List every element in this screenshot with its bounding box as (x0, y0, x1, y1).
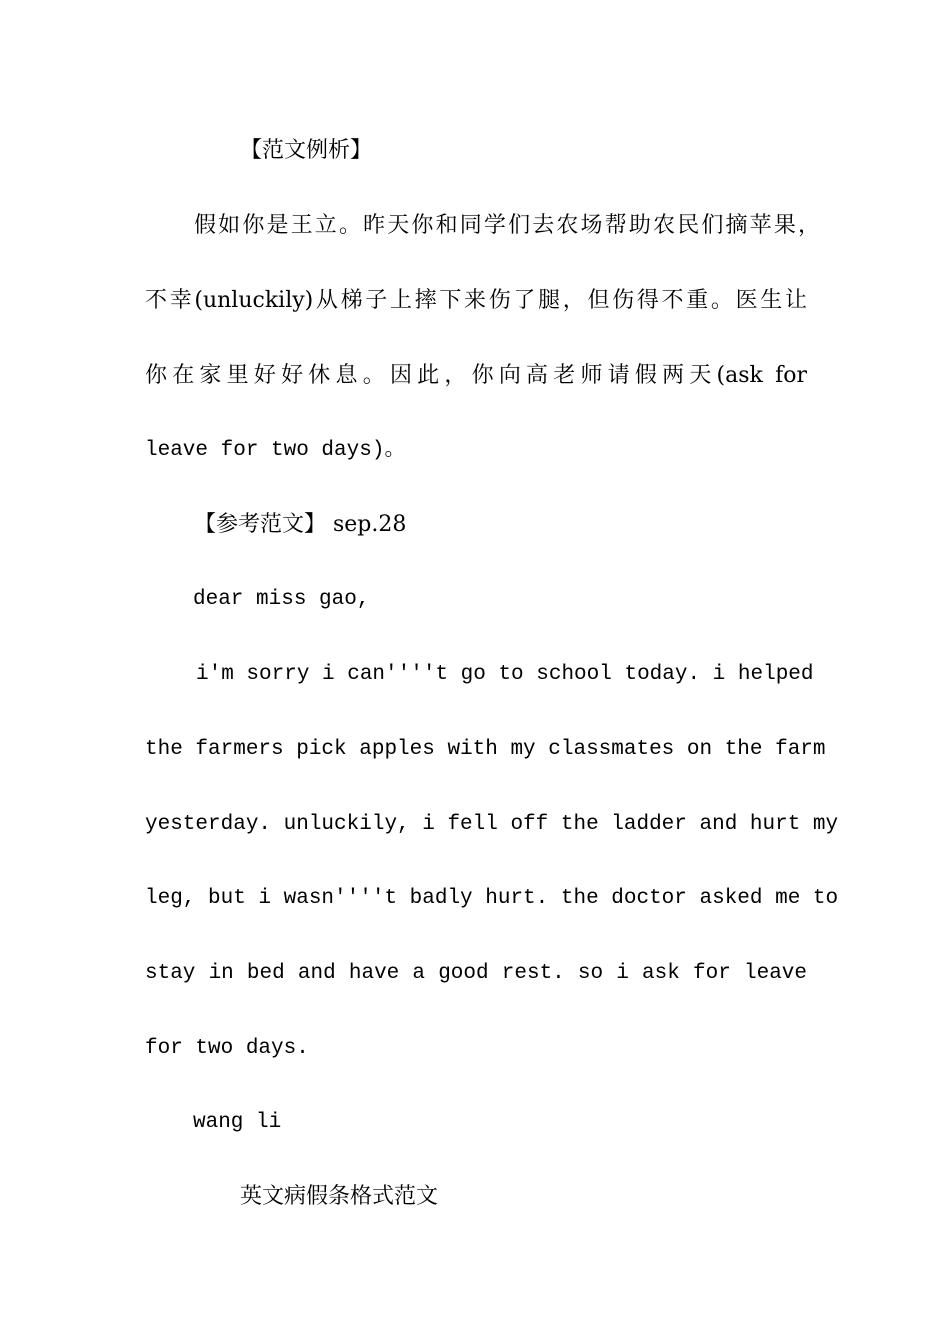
footer-title: 英文病假条格式范文 (240, 1184, 439, 1209)
prompt-line-3: 你在家里好好休息。因此，你向高老师请假两天(ask for (145, 363, 807, 388)
signature: wang li (193, 1111, 282, 1134)
body-line-3: yesterday. unluckily, i fell off the ladder and hurt my (145, 813, 839, 836)
example-heading: 【范文例析】 (240, 138, 373, 163)
reference-heading: 【参考范文】 sep.28 (194, 512, 407, 537)
prompt-line-4: leave for two days)。 (145, 439, 406, 462)
body-line-5: stay in bed and have a good rest. so i ask for leave (145, 962, 807, 985)
body-line-4: leg, but i wasn''''t badly hurt. the doctor asked me to (145, 887, 839, 910)
salutation: dear miss gao, (193, 588, 370, 611)
body-line-1: i'm sorry i can''''t go to school today. i helped (196, 663, 814, 686)
prompt-line-2: 不幸(unluckily)从梯子上摔下来伤了腿，但伤得不重。医生让 (145, 288, 807, 313)
prompt-line-1: 假如你是王立。昨天你和同学们去农场帮助农民们摘苹果， (194, 213, 820, 238)
body-line-6: for two days. (145, 1037, 309, 1060)
body-line-2: the farmers pick apples with my classmates on the farm (145, 738, 826, 761)
